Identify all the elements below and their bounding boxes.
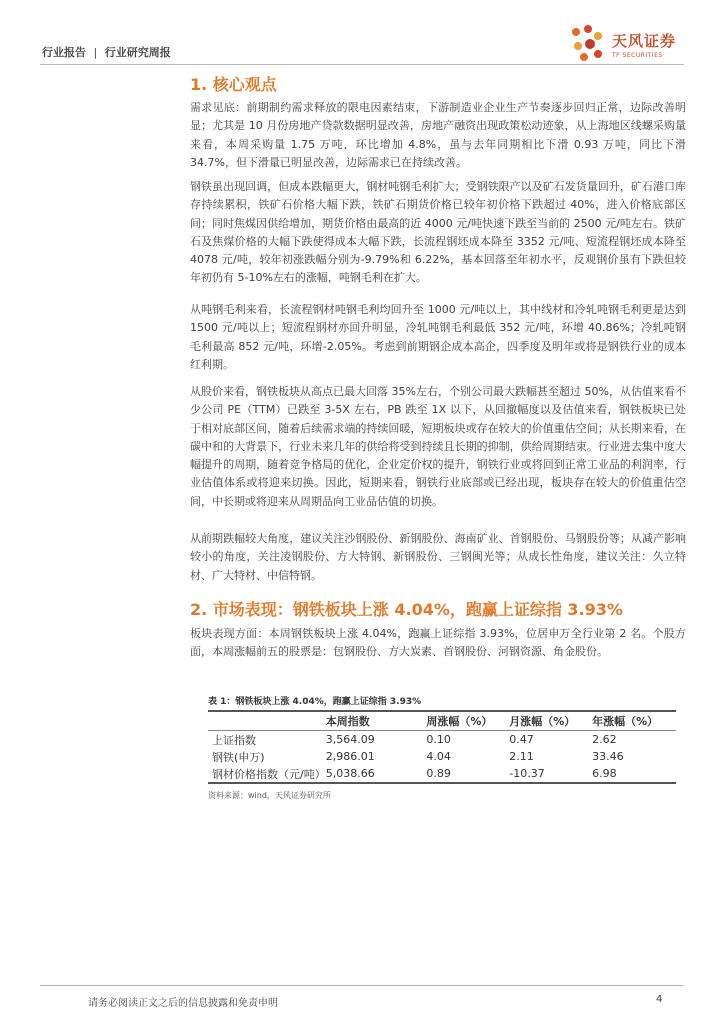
section-1-title: 1. 核心观点	[190, 75, 277, 94]
paragraph-demand: 需求见底：前期制约需求释放的限电因素结束，下游制造业企业生产节奏逐步回归正常，边际改善明显；尤其是 10 月份房地产贷款数据明显改善，房地产融资出现政策松动迹象，从上海地区线螺采购量来看，本周采购量 1.75 万吨，环比增加 4.8%，虽与去年同期相比下滑 0.93 万吨，同比下滑 34.7%，但下滑量已明显改善，边际需求已在持续改善。	[190, 101, 686, 169]
header-divider	[40, 64, 684, 65]
table-header-cell: 本周指数	[326, 712, 427, 731]
logo-name-en: TF SECURITIES	[612, 52, 663, 59]
section-2-title: 2. 市场表现：钢铁板块上涨 4.04%，跑赢上证综指 3.93%	[190, 600, 623, 619]
table-cell: 0.10	[426, 733, 451, 746]
table-cell: 0.89	[426, 765, 509, 783]
table-cell: 上证指数	[212, 733, 256, 747]
footer-divider	[40, 985, 684, 986]
table-cell: 6.98	[592, 765, 676, 783]
table-header-cell: 周涨幅（%）	[426, 712, 509, 731]
paragraph-market-performance: 板块表现方面：本周钢铁板块上涨 4.04%，跑赢上证综指 3.93%，位居申万全行业第 2 名。个股方面，本周涨幅前五的股票是：包钢股份、方大炭素、首钢股份、河钢资源、角金股份。	[190, 627, 686, 659]
logo-mark-icon	[568, 24, 608, 64]
table-header-cell	[208, 712, 326, 731]
table-cell: 5,038.66	[326, 765, 427, 783]
paragraph-recommendations: 从前期跌幅较大角度，建议关注沙钢股份、新钢股份、海南矿业、首钢股份、马钢股份等；从减产影响较小的角度，关注凌钢股份、方大特钢、新钢股份、三钢闽光等；从成长性角度，建议关注：久立特材、广大特材、中信特钢。	[190, 532, 686, 582]
paragraph-margin: 从吨钢毛利来看，长流程钢材吨钢毛利均回升至 1000 元/吨以上，其中线材和冷轧吨钢毛利更是达到 1500 元/吨以上；短流程钢材亦回升明显，冷轧吨钢毛利最低 352 元/吨，环增 40.86%；冷轧吨钢毛利最高 852 元/吨，环增-2.05%。考虑到前期钢企成本高企，四季度及明年或将是钢铁行业的成本红利期。	[190, 303, 686, 371]
market-performance-table	[208, 712, 676, 784]
report-subtype: 行业研究周报	[104, 46, 171, 59]
table-cell: -10.37	[509, 765, 592, 783]
table-caption: 表 1：钢铁板块上涨 4.04%，跑赢上证综指 3.93%	[208, 694, 676, 712]
header-separator: |	[93, 46, 98, 59]
table-source: 资料来源：wind，天风证券研究所	[208, 791, 331, 800]
table-cell: 2.11	[509, 750, 534, 763]
table-cell: 4.04	[426, 750, 451, 763]
table-row	[208, 765, 676, 783]
table-header-cell: 年涨幅（%）	[592, 712, 676, 731]
table-cell: 33.46	[592, 750, 624, 763]
page-number: 4	[656, 994, 663, 1005]
table-cell: 钢材价格指数（元/吨）	[208, 765, 326, 783]
paragraph-valuation: 从股价来看，钢铁板块从高点已最大回落 35%左右，个别公司最大跌幅甚至超过 50%，从估值来看不少公司 PE（TTM）已跌至 3-5X 左右，PB 跌至 1X 以下，从回撤幅度以及估值来看，钢铁板块已处于相对底部区间，随着后续需求端的持续回暖，短期板块或存在较大的价值重估空间；从长期来看，在碳中和的大背景下，行业未来几年的供给将受到持续且长期的抑制，供给周期结束。行业进去集中度大幅提升的周期，随着竞争格局的优化，企业定价权的提升，钢铁行业或将回到正常工业品的利润率，行业估值体系或将迎来切换。因此，短期来看，钢铁行业底部或已经出现，板块存在较大的价值重估空间，中长期或将迎来从周期品向工业品估值的切换。	[190, 385, 686, 508]
company-logo	[568, 24, 694, 64]
table-row	[208, 748, 676, 765]
table-cell: 0.47	[509, 733, 534, 746]
table-cell: 3,564.09	[325, 733, 375, 746]
table-cell: 钢铁(申万)	[212, 750, 265, 764]
footer-disclaimer: 请务必阅读正文之后的信息披露和免责申明	[88, 998, 278, 1009]
market-table-block	[208, 694, 676, 801]
table-cell: 2,986.01	[325, 750, 375, 763]
page-header	[0, 0, 724, 72]
logo-name-cn: 天风证券	[612, 32, 677, 50]
table-header-row	[208, 712, 676, 731]
table-header-cell: 月涨幅（%）	[509, 712, 592, 731]
report-type: 行业报告	[42, 46, 86, 59]
paragraph-cost: 钢铁虽出现回调，但成本跌幅更大，钢材吨钢毛利扩大；受钢铁限产以及矿石发货量回升，矿石港口库存持续累积，铁矿石价格大幅下跌，铁矿石期货价格已较年初价格下跌超过 40%，进入价格底部区间；同时焦煤因供给增加，期货价格由最高的近 4000 元/吨快速下跌至当前的 2500 元/吨左右。铁矿石及焦煤价格的大幅下跌使得成本大幅下跌，长流程钢坯成本降至 3352 元/吨、短流程钢坯成本降至 4078 元/吨，较年初涨跌幅分别为-9.79%和 6.22%，基本回落至年初水平，反观钢价虽有下跌但较年初仍有 5-10%左右的涨幅，吨钢毛利在扩大。	[190, 180, 686, 285]
header-breadcrumb	[42, 44, 171, 60]
table-row	[208, 731, 676, 749]
table-cell: 2.62	[592, 733, 617, 746]
